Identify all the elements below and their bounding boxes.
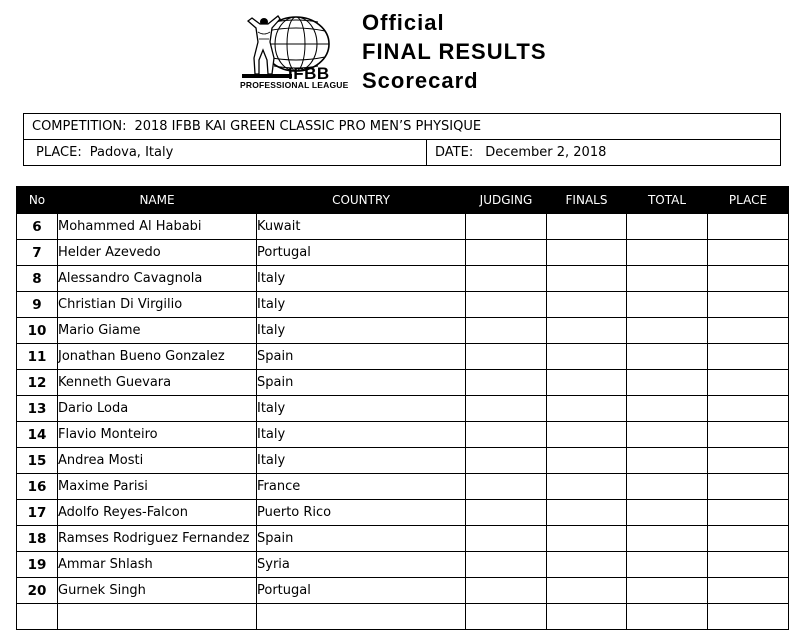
total-score	[627, 500, 708, 526]
finals-score	[547, 266, 627, 292]
finals-score	[547, 240, 627, 266]
competitor-country: Puerto Rico	[257, 500, 466, 526]
competitor-country: Italy	[257, 396, 466, 422]
finals-score	[547, 396, 627, 422]
competitor-number: 13	[17, 396, 58, 422]
competitor-name: Ammar Shlash	[58, 552, 257, 578]
judging-score	[466, 552, 547, 578]
competition-cell	[24, 114, 481, 139]
competitor-country: Portugal	[257, 240, 466, 266]
competitor-country: Syria	[257, 552, 466, 578]
final-place	[708, 422, 789, 448]
judging-score	[466, 266, 547, 292]
competitor-name: Mohammed Al Hababi	[58, 214, 257, 240]
competitor-name: Ramses Rodriguez Fernandez	[58, 526, 257, 552]
judging-score	[466, 500, 547, 526]
final-place	[708, 500, 789, 526]
judging-score	[466, 240, 547, 266]
date-label: DATE:	[435, 145, 474, 160]
place-cell	[24, 140, 427, 165]
competitor-country: Spain	[257, 526, 466, 552]
final-place	[708, 448, 789, 474]
finals-score	[547, 422, 627, 448]
column-header-finals: FINALS	[547, 187, 627, 214]
table-row	[17, 604, 789, 630]
total-score	[627, 266, 708, 292]
competitor-name: Flavio Monteiro	[58, 422, 257, 448]
table-row	[17, 396, 789, 422]
competitor-name: Gurnek Singh	[58, 578, 257, 604]
table-row	[17, 578, 789, 604]
judging-score	[466, 396, 547, 422]
final-place	[708, 604, 789, 630]
place-value: Padova, Italy	[89, 145, 174, 160]
place-date-row	[24, 139, 780, 165]
column-header-judging: JUDGING	[466, 187, 547, 214]
table-row	[17, 292, 789, 318]
final-place	[708, 292, 789, 318]
judging-score	[466, 214, 547, 240]
competitor-number	[17, 604, 58, 630]
finals-score	[547, 526, 627, 552]
total-score	[627, 396, 708, 422]
total-score	[627, 552, 708, 578]
finals-score	[547, 578, 627, 604]
final-place	[708, 266, 789, 292]
total-score	[627, 318, 708, 344]
competitor-country: Italy	[257, 318, 466, 344]
title-scorecard: Scorecard	[362, 68, 479, 93]
final-place	[708, 344, 789, 370]
competitor-name: Jonathan Bueno Gonzalez	[58, 344, 257, 370]
competitor-number: 15	[17, 448, 58, 474]
finals-score	[547, 344, 627, 370]
judging-score	[466, 344, 547, 370]
competitor-country: France	[257, 474, 466, 500]
judging-score	[466, 318, 547, 344]
table-row	[17, 422, 789, 448]
column-header-total: TOTAL	[627, 187, 708, 214]
competitor-country: Spain	[257, 344, 466, 370]
competitor-name: Alessandro Cavagnola	[58, 266, 257, 292]
competitor-name: Christian Di Virgilio	[58, 292, 257, 318]
title-official: Official	[362, 10, 445, 35]
finals-score	[547, 370, 627, 396]
judging-score	[466, 526, 547, 552]
finals-score	[547, 474, 627, 500]
total-score	[627, 344, 708, 370]
judging-score	[466, 474, 547, 500]
logo-wordmark: IFBB	[288, 64, 330, 83]
competitor-country: Portugal	[257, 578, 466, 604]
competitor-number: 12	[17, 370, 58, 396]
competitor-name: Kenneth Guevara	[58, 370, 257, 396]
logo-subtitle: PROFESSIONAL LEAGUE	[240, 80, 349, 90]
table-row	[17, 318, 789, 344]
column-header-name: NAME	[58, 187, 257, 214]
competitor-country	[257, 604, 466, 630]
table-row	[17, 552, 789, 578]
column-header-country: COUNTRY	[257, 187, 466, 214]
finals-score	[547, 318, 627, 344]
final-place	[708, 526, 789, 552]
table-row	[17, 240, 789, 266]
final-place	[708, 578, 789, 604]
competitor-number: 14	[17, 422, 58, 448]
competitor-country: Kuwait	[257, 214, 466, 240]
competitor-country: Italy	[257, 292, 466, 318]
finals-score	[547, 552, 627, 578]
final-place	[708, 370, 789, 396]
total-score	[627, 214, 708, 240]
total-score	[627, 448, 708, 474]
total-score	[627, 370, 708, 396]
final-place	[708, 318, 789, 344]
competitor-name: Adolfo Reyes-Falcon	[58, 500, 257, 526]
competition-value: 2018 IFBB KAI GREEN CLASSIC PRO MEN’S PHYSIQUE	[134, 119, 482, 134]
total-score	[627, 604, 708, 630]
column-header-place: PLACE	[708, 187, 789, 214]
competitor-number: 6	[17, 214, 58, 240]
finals-score	[547, 214, 627, 240]
table-row	[17, 500, 789, 526]
results-body	[17, 214, 789, 630]
total-score	[627, 292, 708, 318]
place-label: PLACE:	[36, 145, 82, 160]
final-place	[708, 240, 789, 266]
final-place	[708, 214, 789, 240]
competitor-country: Spain	[257, 370, 466, 396]
finals-score	[547, 448, 627, 474]
competitor-number: 11	[17, 344, 58, 370]
table-row	[17, 344, 789, 370]
table-row	[17, 266, 789, 292]
competitor-name: Helder Azevedo	[58, 240, 257, 266]
total-score	[627, 240, 708, 266]
competitor-number: 8	[17, 266, 58, 292]
competitor-country: Italy	[257, 266, 466, 292]
table-row	[17, 526, 789, 552]
table-row	[17, 370, 789, 396]
competition-info-box	[23, 113, 781, 166]
competitor-name: Andrea Mosti	[58, 448, 257, 474]
competitor-name	[58, 604, 257, 630]
final-place	[708, 552, 789, 578]
judging-score	[466, 292, 547, 318]
table-row	[17, 448, 789, 474]
total-score	[627, 526, 708, 552]
competitor-number: 9	[17, 292, 58, 318]
competitor-number: 17	[17, 500, 58, 526]
date-cell	[427, 140, 606, 165]
competitor-number: 10	[17, 318, 58, 344]
competitor-number: 19	[17, 552, 58, 578]
judging-score	[466, 578, 547, 604]
competitor-name: Mario Giame	[58, 318, 257, 344]
finals-score	[547, 500, 627, 526]
table-header-row	[17, 187, 789, 214]
table-row	[17, 214, 789, 240]
competitor-number: 7	[17, 240, 58, 266]
competitor-number: 18	[17, 526, 58, 552]
total-score	[627, 578, 708, 604]
competitor-name: Maxime Parisi	[58, 474, 257, 500]
title-final-results: FINAL RESULTS	[362, 39, 547, 64]
judging-score	[466, 422, 547, 448]
total-score	[627, 474, 708, 500]
judging-score	[466, 604, 547, 630]
finals-score	[547, 292, 627, 318]
results-table	[16, 186, 789, 630]
column-header-no: No	[17, 187, 58, 214]
competition-label: COMPETITION:	[32, 119, 127, 134]
competition-row	[24, 114, 780, 139]
competitor-number: 20	[17, 578, 58, 604]
total-score	[627, 422, 708, 448]
competitor-country: Italy	[257, 448, 466, 474]
date-value: December 2, 2018	[485, 145, 607, 160]
finals-score	[547, 604, 627, 630]
judging-score	[466, 370, 547, 396]
judging-score	[466, 448, 547, 474]
competitor-number: 16	[17, 474, 58, 500]
table-row	[17, 474, 789, 500]
competitor-name: Dario Loda	[58, 396, 257, 422]
final-place	[708, 474, 789, 500]
competitor-country: Italy	[257, 422, 466, 448]
final-place	[708, 396, 789, 422]
